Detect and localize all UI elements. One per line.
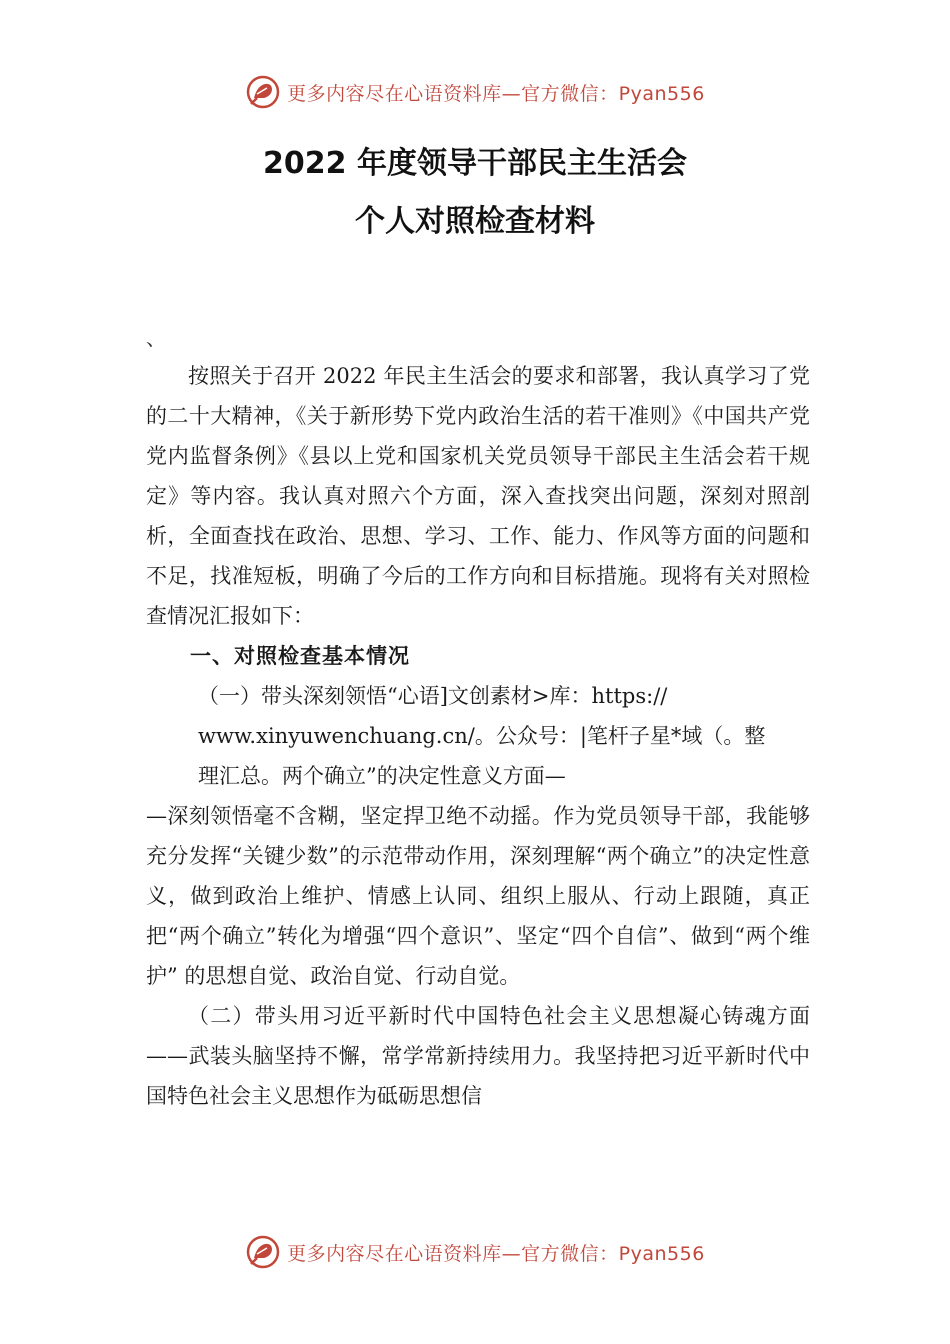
document-title: 2022 年度领导干部民主生活会 [263, 146, 687, 181]
watermark-footer [0, 1234, 950, 1270]
subsection-paragraph: —深刻领悟毫不含糊，坚定捍卫绝不动摇。作为党员领导干部，我能够充分发挥“关键少数”的示范带动作用，深刻理解“两个确立”的决定性意义，做到政治上维护、情感上认同、组织上服从、行动上跟随，真正把“两个确立”转化为增强“四个意识”、坚定“四个自信”、做到“两个维护” 的思想自觉、政治自觉、行动自觉。 [146, 804, 810, 988]
subsection-heading-line: 理汇总。两个确立”的决定性意义方面— [198, 764, 566, 788]
fist-logo-icon [245, 1234, 281, 1270]
watermark-text: 更多内容尽在心语资料库—官方微信：Pyan556 [287, 1242, 705, 1265]
watermark-header [0, 74, 950, 110]
watermark-text: 更多内容尽在心语资料库—官方微信：Pyan556 [287, 82, 705, 105]
subsection-heading-line: （一）带头深刻领悟“心语]文创素材>库：https:// [198, 684, 668, 708]
subsection-heading-line: www.xinyuwenchuang.cn/。公众号：|笔杆子星*域（。整 [198, 724, 766, 748]
intro-paragraph: 按照关于召开 2022 年民主生活会的要求和部署，我认真学习了党的二十大精神，《关于新形势下党内政治生活的若干准则》《中国共产党党内监督条例》《县以上党和国家机关党员领导干部民主生活会若干规定》等内容。我认真对照六个方面，深入查找突出问题，深刻对照剖析，全面查找在政治、思想、学习、工作、能力、作风等方面的问题和不足，找准短板，明确了今后的工作方向和目标措施。现将有关对照检查情况汇报如下： [146, 364, 810, 628]
document-subtitle: 个人对照检查材料 [355, 204, 595, 239]
stray-mark: 、 [146, 326, 166, 350]
section-heading: 一、对照检查基本情况 [190, 644, 410, 668]
subsection-paragraph: （二）带头用习近平新时代中国特色社会主义思想凝心铸魂方面——武装头脑坚持不懈，常学常新持续用力。我坚持把习近平新时代中国特色社会主义思想作为砥砺思想信 [146, 1004, 810, 1108]
fist-logo-icon [245, 74, 281, 110]
subsection-heading-block [198, 676, 810, 796]
document-body [146, 356, 810, 1116]
